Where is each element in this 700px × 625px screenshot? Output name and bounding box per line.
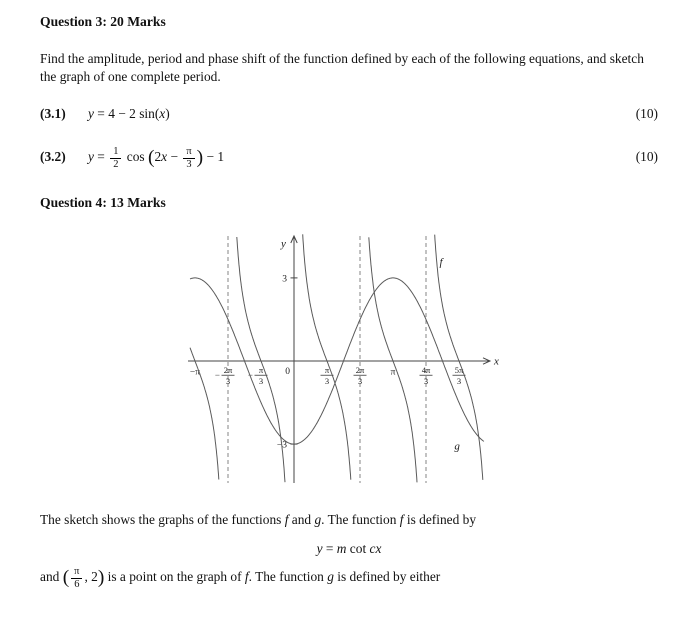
svg-text:−π: −π [189,367,201,378]
graph-curves [190,235,484,483]
svg-text:g: g [454,440,460,453]
graph-axes [188,236,499,483]
question3-intro: Find the amplitude, period and phase shift of the function defined by each of the following equations, and sketch the graph of one complete period. [40,51,644,85]
svg-text:3: 3 [423,376,429,387]
question3-item-2 [40,146,658,171]
question4-caption: The sketch shows the graphs of the functions f and g. The function f is defined by [40,512,477,528]
svg-text:f: f [439,256,443,269]
item-3-1-label: (3.1) [40,106,66,122]
svg-text:4π: 4π [421,365,431,376]
graph-curve-labels [440,257,461,453]
svg-text:−: − [214,370,220,381]
svg-text:0: 0 [285,367,290,378]
svg-text:−: − [247,370,254,381]
svg-text:3: 3 [324,376,330,387]
item-3-1-marks: (10) [635,106,658,122]
svg-text:2π: 2π [223,365,233,376]
graph-asymptotes [225,236,429,483]
svg-text:3: 3 [258,376,264,387]
svg-text:2π: 2π [355,365,365,376]
question4-heading: Question 4: 13 Marks [40,195,166,211]
svg-text:5π: 5π [454,365,464,376]
item-3-2-label: (3.2) [40,148,66,164]
svg-text:π: π [258,365,264,376]
svg-text:x: x [494,355,499,368]
question4-footer: and ( $\frac{\pi}{6}$ , 2) is a point on the graph of f. The function g is defined by either [40,566,441,591]
function-graph [184,231,514,497]
svg-text:3: 3 [357,376,363,387]
equation-3-2: y = $\frac{1}{2}$ cos (2x − $\frac{\pi}{3}$ ) − 1 [88,146,225,171]
question4-equation: y = m cot cx [316,541,382,557]
question3-heading: Question 3: 20 Marks [40,14,166,29]
svg-text:π: π [390,367,396,378]
svg-text:3: 3 [456,376,462,387]
svg-text:3: 3 [282,274,287,285]
svg-text:y: y [281,238,286,251]
svg-text:π: π [324,365,330,376]
equation-3-1: y = 4 − 2 sin(x) [88,106,170,122]
question3-item-1 [40,106,658,122]
svg-text:−3: −3 [276,440,287,451]
function-plot-svg [184,231,514,493]
item-3-2-marks: (10) [635,148,658,164]
svg-text:3: 3 [225,376,231,387]
